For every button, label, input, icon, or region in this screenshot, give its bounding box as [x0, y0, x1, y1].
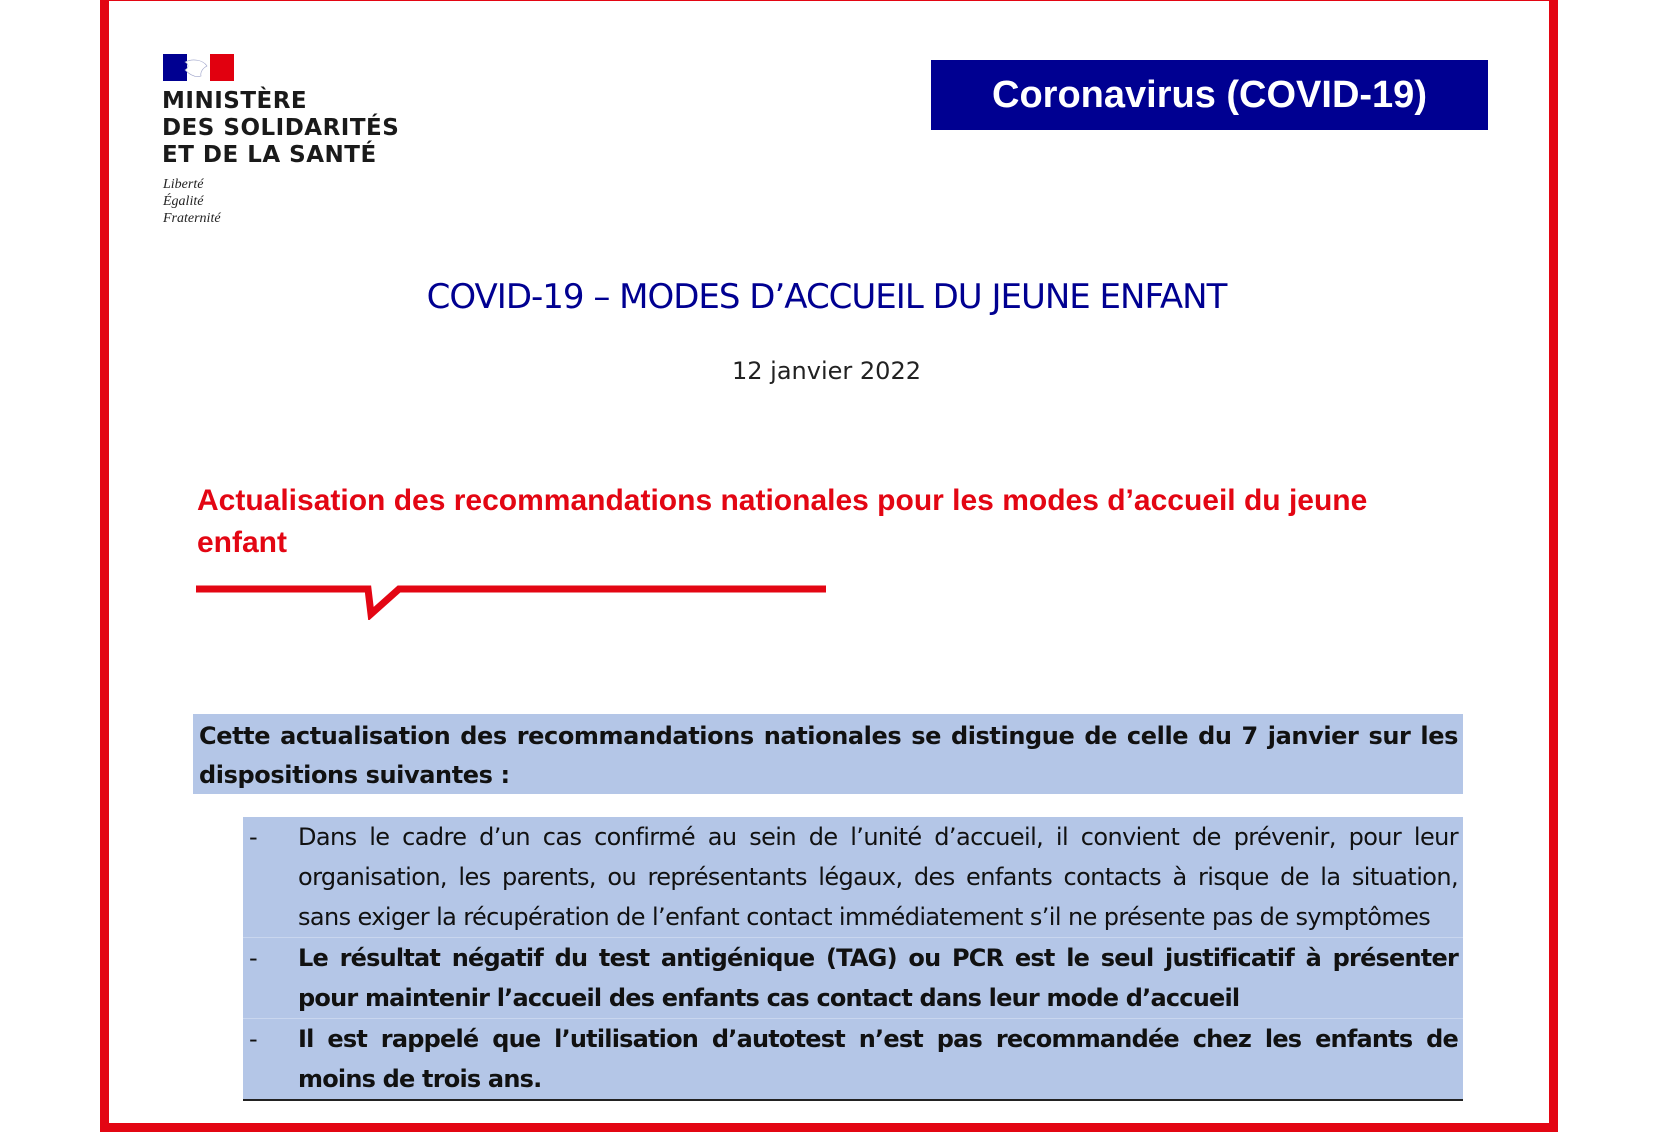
document-title: COVID-19 – MODES D’ACCUEIL DU JEUNE ENFANT — [426, 277, 1227, 317]
ministry-name — [162, 88, 399, 169]
list-item-text: Dans le cadre d’un cas confirmé au sein de l’unité d’accueil, il convient de prévenir, pour leur organisation, les parents, ou représentants légaux, des enfants contacts à risque de la situation, sans exiger la récupération de l’enfant contact immédiatement s’il ne présente pas de symptômes — [298, 823, 1458, 931]
speech-callout-underline — [196, 580, 826, 620]
list-bullet: - — [249, 944, 257, 972]
changes-list — [243, 817, 1463, 1101]
covid-banner: Coronavirus (COVID-19) — [931, 60, 1488, 130]
marianne-flag-icon — [163, 54, 234, 81]
ministry-line: ET DE LA SANTÉ — [162, 142, 377, 168]
republic-motto — [163, 176, 221, 227]
ministry-line: DES SOLIDARITÉS — [162, 115, 400, 141]
motto-line: Liberté — [163, 177, 204, 192]
list-item — [243, 1018, 1463, 1099]
list-item — [243, 817, 1463, 937]
list-bullet: - — [249, 823, 258, 851]
motto-line: Fraternité — [163, 211, 221, 226]
ministry-line: MINISTÈRE — [162, 88, 308, 114]
list-item — [243, 937, 1463, 1018]
list-bullet: - — [249, 1025, 257, 1053]
motto-line: Égalité — [163, 194, 204, 209]
section-title: Actualisation des recommandations nationales pour les modes d’accueil du jeune enfant — [197, 484, 1368, 559]
document-date: 12 janvier 2022 — [732, 357, 921, 385]
list-item-text: Le résultat négatif du test antigénique (TAG) ou PCR est le seul justificatif à présenter pour maintenir l’accueil des enfants cas contact dans leur mode d’accueil — [298, 944, 1458, 1012]
intro-highlight-box: Cette actualisation des recommandations nationales se distingue de celle du 7 janvier sur les dispositions suivantes : — [193, 714, 1463, 794]
list-item-text: Il est rappelé que l’utilisation d’autotest n’est pas recommandée chez les enfants de moins de trois ans. — [298, 1025, 1458, 1093]
